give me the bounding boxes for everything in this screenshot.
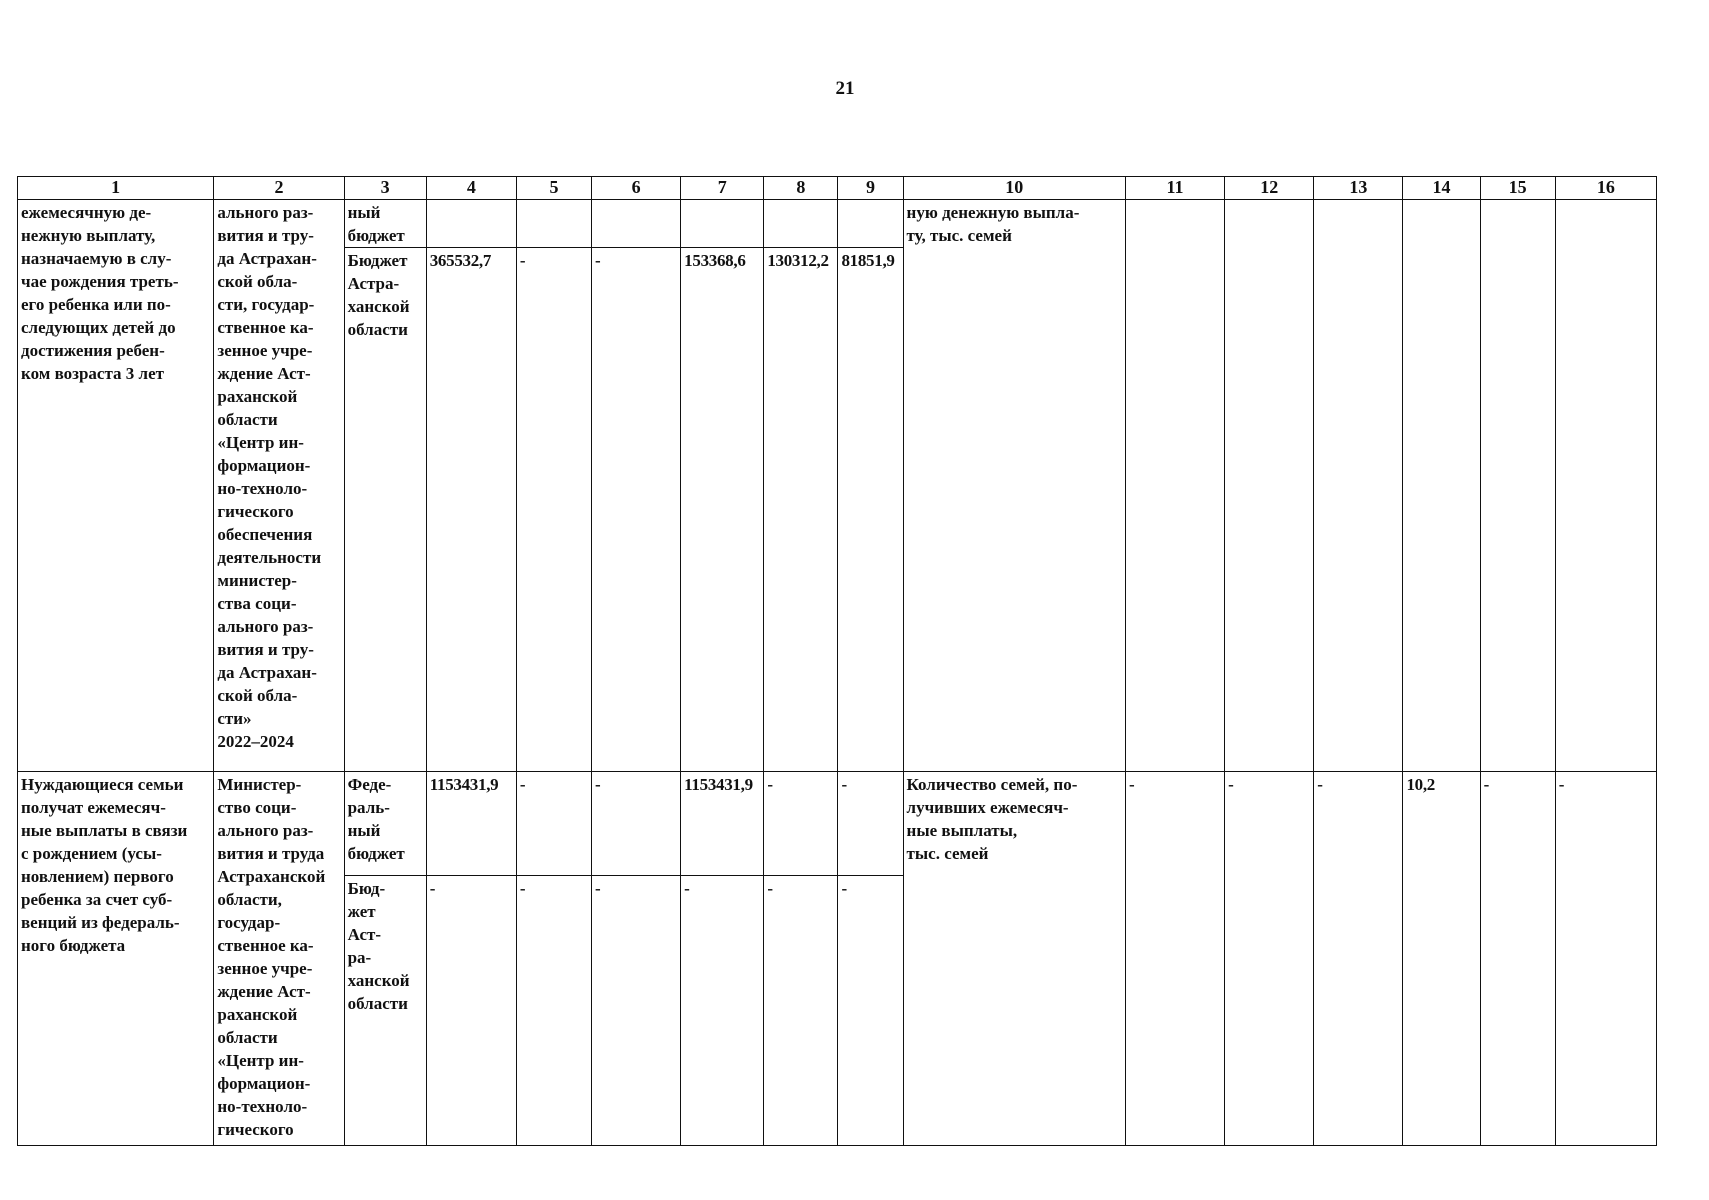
indicator-value: [1314, 200, 1403, 772]
funding-value: [838, 200, 903, 248]
funding-total: [426, 200, 516, 248]
column-header: 7: [681, 177, 764, 200]
funding-value: -: [764, 876, 838, 1146]
measure-description: Нуждающиеся семьи получат ежемесяч- ные выплаты в связи с рождением (усы- новлением) первого ребенка за счет суб- венций из федераль- ного бюджета: [18, 772, 214, 1146]
funding-total: 1153431,9: [426, 772, 516, 876]
funding-value: -: [516, 248, 591, 772]
funding-source: ный бюджет: [344, 200, 426, 248]
funding-value: 130312,2: [764, 248, 838, 772]
indicator-value: [1555, 200, 1656, 772]
responsible-executor: Министер- ство соци- ального раз- вития и труда Астраханской области, государ- ственное ка- зенное учре- ждение Аст- раханской области «Центр ин- формацион- но-техноло- гического: [214, 772, 344, 1146]
indicator-value: -: [1125, 772, 1224, 1146]
funding-value: -: [838, 876, 903, 1146]
funding-value: [592, 200, 681, 248]
indicator-value: [1403, 200, 1480, 772]
funding-total: -: [426, 876, 516, 1146]
indicator-value: -: [1225, 772, 1314, 1146]
funding-total: 365532,7: [426, 248, 516, 772]
funding-value: [516, 200, 591, 248]
column-number-row: [18, 177, 1657, 200]
funding-value: -: [516, 772, 591, 876]
column-header: 16: [1555, 177, 1656, 200]
column-header: 11: [1125, 177, 1224, 200]
indicator-name: ную денежную выпла- ту, тыс. семей: [903, 200, 1125, 772]
funding-value: [681, 200, 764, 248]
indicator-value: 10,2: [1403, 772, 1480, 1146]
funding-value: -: [592, 876, 681, 1146]
responsible-executor: ального раз- вития и тру- да Астрахан- ской обла- сти, государ- ственное ка- зенное учре- ждение Аст- раханской области «Центр ин- формацион- но-техноло- гического обеспечения деятельности министер- ства соци- ального раз- вития и тру- да Астрахан- ской обла- сти» 2022–2024: [214, 200, 344, 772]
column-header: 12: [1225, 177, 1314, 200]
table-row: [18, 200, 1657, 248]
column-header: 5: [516, 177, 591, 200]
funding-value: -: [838, 772, 903, 876]
funding-value: -: [516, 876, 591, 1146]
indicator-value: [1225, 200, 1314, 772]
indicator-value: [1480, 200, 1555, 772]
funding-source: Феде- раль- ный бюджет: [344, 772, 426, 876]
funding-value: -: [592, 772, 681, 876]
column-header: 6: [592, 177, 681, 200]
measure-description: ежемесячную де- нежную выплату, назначаемую в слу- чае рождения треть- его ребенка или по- следующих детей до достижения ребен- ком возраста 3 лет: [18, 200, 214, 772]
funding-source: Бюджет Астра- ханской области: [344, 248, 426, 772]
column-header: 15: [1480, 177, 1555, 200]
column-header: 4: [426, 177, 516, 200]
column-header: 2: [214, 177, 344, 200]
funding-value: 153368,6: [681, 248, 764, 772]
page-number: 21: [835, 78, 855, 99]
funding-value: -: [681, 876, 764, 1146]
column-header: 1: [18, 177, 214, 200]
indicator-value: -: [1314, 772, 1403, 1146]
column-header: 10: [903, 177, 1125, 200]
indicator-value: -: [1480, 772, 1555, 1146]
column-header: 13: [1314, 177, 1403, 200]
funding-value: -: [592, 248, 681, 772]
program-table: [17, 176, 1657, 1146]
funding-value: 1153431,9: [681, 772, 764, 876]
column-header: 14: [1403, 177, 1480, 200]
column-header: 8: [764, 177, 838, 200]
funding-value: 81851,9: [838, 248, 903, 772]
funding-value: -: [764, 772, 838, 876]
column-header: 9: [838, 177, 903, 200]
indicator-value: [1125, 200, 1224, 772]
indicator-value: -: [1555, 772, 1656, 1146]
table-row: [18, 772, 1657, 876]
indicator-name: Количество семей, по- лучивших ежемесяч- ные выплаты, тыс. семей: [903, 772, 1125, 1146]
column-header: 3: [344, 177, 426, 200]
funding-value: [764, 200, 838, 248]
funding-source: Бюд- жет Аст- ра- ханской области: [344, 876, 426, 1146]
